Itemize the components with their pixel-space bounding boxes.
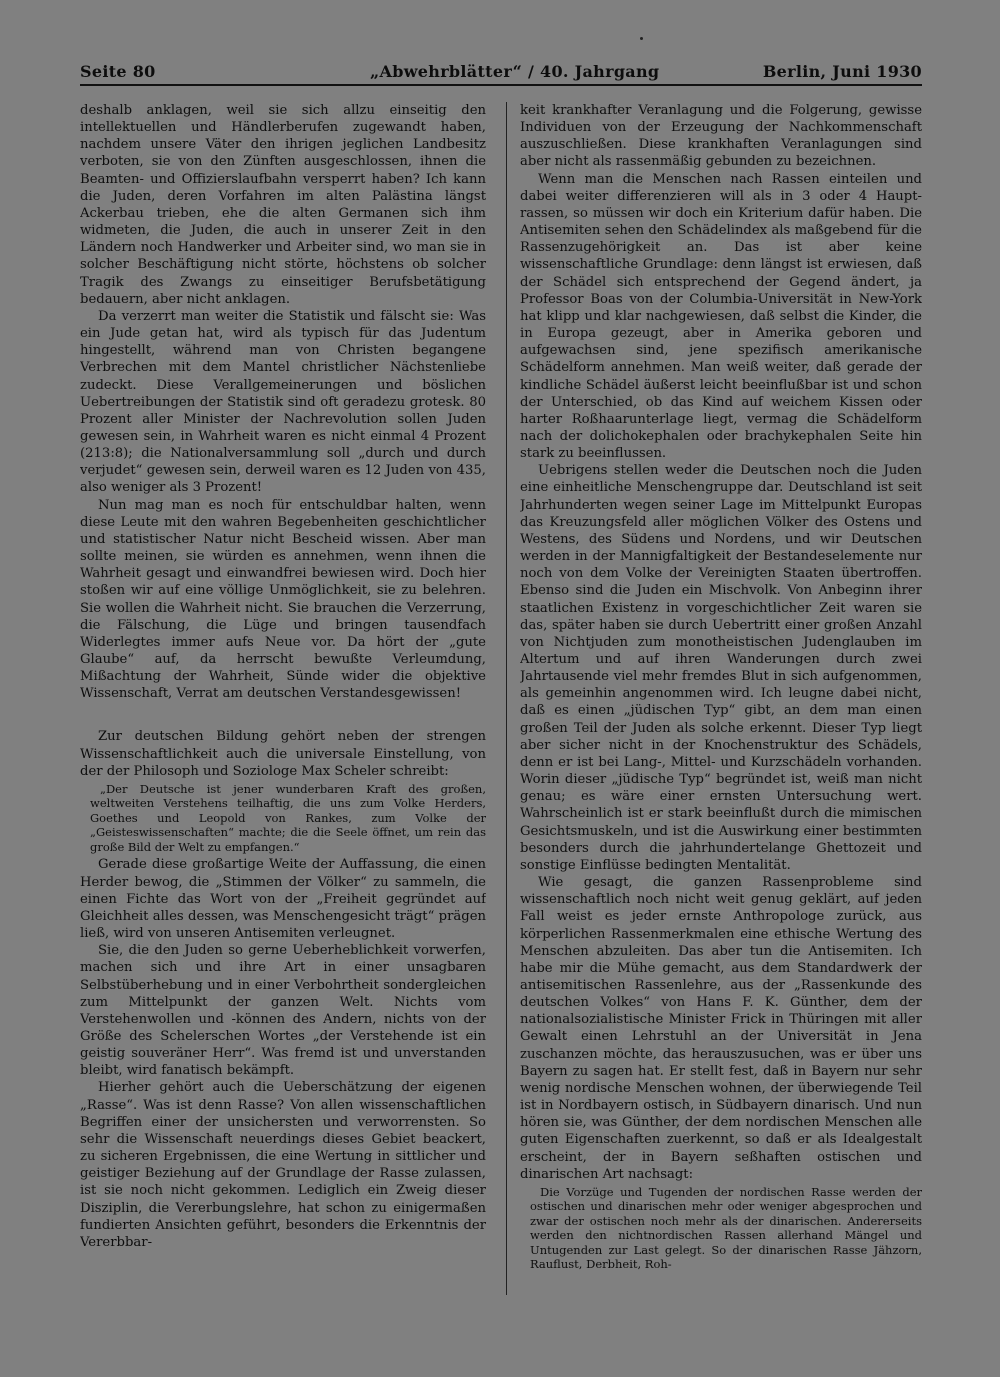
- left-column: [80, 102, 486, 1302]
- paragraph: Wenn man die Menschen nach Rassen einteilen und dabei weiter differenzieren will als in 3 oder 4 Haupt-rassen, so müssen wir doch ein Kriterium dafür haben. Die Antisemiten sehen den Schädelindex als maßgebend für die Rassenzugehörigkeit an. Das ist aber keine wissenschaftliche Grundlage: denn längst ist erwiesen, daß der Schädel sich entsprechend der Gegend ändert, ja Professor Boas von der Columbia-Universität in New-York hat klipp und klar nachgewiesen, daß selbst die Kinder, die in Europa gezeugt, aber in Amerika geboren und aufgewachsen sind, jene spezifisch amerikanische Schädelform annehmen. Man weiß weiter, daß gerade der kindliche Schädel äußerst leicht beeinflußbar ist und schon der Unterschied, ob das Kind auf weichem Kissen oder harter Roßhaarunterlage liegt, vermag die Schädelform nach der dolichokephalen oder brachykephalen Seite hin stark zu beeinflussen.: [520, 171, 922, 462]
- page-number: Seite 80: [80, 62, 156, 81]
- column-divider: [506, 102, 507, 1295]
- paragraph: Uebrigens stellen weder die Deutschen noch die Juden eine einheitliche Menschengruppe dar. Deutschland ist seit Jahrhunderten wegen seiner Lage im Mittelpunkt Europas das Kreuzungsfeld aller möglichen Völker des Ostens und Westens, des Südens und Nordens, und wir Deutschen werden in der Mannigfaltigkeit der Bestandeselemente nur noch von dem Volke der Vereinigten Staaten übertroffen. Ebenso sind die Juden ein Mischvolk. Von Anbeginn ihrer staatlichen Existenz in vorgeschichtlicher Zeit waren sie das, später haben sie durch Uebertritt einer großen Anzahl von Nichtjuden zum monotheistischen Judenglauben im Altertum und auf ihren Wanderungen durch zwei Jahrtausende viel mehr fremdes Blut in sich aufgenommen, als gemeinhin angenommen wird. Ich leugne dabei nicht, daß es einen „jüdischen Typ“ gibt, an dem man einen großen Teil der Juden als solche erkennt. Dieser Typ liegt aber sicher nicht in der Knochenstruktur des Schädels, denn er ist bei Lang-, Mittel- und Kurzschädeln vorhanden. Worin dieser „jüdische Typ“ begründet ist, weiß man nicht genau; es wäre einer ernsten Untersuchung wert. Wahrscheinlich ist er stark beeinflußt durch die mimischen Gesichtsmuskeln, und ist die Auswirkung einer bestimmten besonders durch die jahrhundertelange Ghettozeit und sonstige Einflüsse bedingten Mentalität.: [520, 463, 922, 873]
- paragraph: Sie, die den Juden so gerne Ueberheblichkeit vorwerfen, machen sich und ihre Art in einer unsagbaren Selbstüberhebung und in einer Verbohrtheit sondergleichen zum Mittelpunkt der ganzen Welt. Nichts vom Verstehenwollen und -können des Andern, nichts von der Größe des Schelerschen Wortes „der Verstehende ist ein geistig souveräner Herr“. Was fremd ist und unverstanden bleibt, wird fanatisch bekämpft.: [80, 943, 486, 1079]
- paragraph: Wie gesagt, die ganzen Rassenprobleme sind wissenschaftlich noch nicht weit genug geklärt, auf jeden Fall weist es jeder ernste Anthropologe zurück, aus körperlichen Rassenmerkmalen eine ethische Wertung des Menschen abzuleiten. Das aber tun die Antisemiten. Ich habe mir die Mühe gemacht, aus dem Standardwerk der antisemitischen Rassenlehre, aus der „Rassenkunde des deutschen Volkes“ von Hans F. K. Günther, dem der nationalsozialistische Minister Frick in Thüringen mit aller Gewalt einen Lehrstuhl an der Universität in Jena zuschanzen möchte, das herauszusuchen, was er über uns Bayern zu sagen hat. Er stellt fest, daß in Bayern nur sehr wenig nordische Menschen wohnen, der überwiegende Teil ist in Nordbayern ostisch, in Südbayern dinarisch. Und nun hören sie, was Günther, der dem nordischen Menschen alle guten Eigenschaften zuerkennt, so daß er als Idealgestalt erscheint, der in Bayern seßhaften ostischen und dinarischen Art nachsagt:: [520, 875, 922, 1182]
- paragraph: Zur deutschen Bildung gehört neben der strengen Wissenschaftlichkeit auch die universale Einstellung, von der der Philosoph und Soziologe Max Scheler schreibt:: [80, 729, 486, 779]
- paragraph: Da verzerrt man weiter die Statistik und fälscht sie: Was ein Jude getan hat, wird als typisch für das Judentum hingestellt, während man von Christen begangene Verbrechen mit dem Mantel christlicher Nächstenliebe zudeckt. Diese Verallgemeinerungen und böslichen Uebertreibungen der Statistik sind oft geradezu grotesk. 80 Prozent aller Minister der Nachrevolution sollen Juden gewesen sein, in Wahrheit waren es nicht einmal 4 Prozent (213:8); die Nationalversammlung soll „durch und durch verjudet“ gewesen sein, derweil waren es 12 Juden von 435, also weniger als 3 Prozent!: [80, 308, 486, 496]
- paragraph: keit krankhafter Veranlagung und die Folgerung, gewisse Individuen von der Erzeugung der Nachkommenschaft auszuschließen. Diese krankhaften Veranlagungen sind aber nicht als rassenmäßig gebunden zu bezeichnen.: [520, 103, 922, 170]
- scheler-quote: „Der Deutsche ist jener wunderbaren Kraft des großen, weltweiten Verstehens teilhaftig, die uns zum Volke Herders, Goethes und Leopold von Rankes, zum Volke der „Geisteswissenschaften“ machte; die die Seele öffnet, um rein das große Bild der Welt zu empfangen.“: [90, 781, 486, 854]
- paragraph: Gerade diese großartige Weite der Auffassung, die einen Herder bewog, die „Stimmen der Völker“ zu sammeln, die einen Fichte das Wort von der „Freiheit gegründet auf Gleichheit alles dessen, was Menschengesicht trägt“ prägen ließ, wird von unseren Antisemiten verleugnet.: [80, 857, 486, 942]
- publication-date: Berlin, Juni 1930: [762, 62, 922, 81]
- guenther-quote: Die Vorzüge und Tugenden der nordischen Rasse werden der ostischen und dinarischen mehr oder weniger abgesprochen und zwar der ostischen noch mehr als der dinarischen. Andererseits werden den nichtnordischen Rassen allerhand Mängel und Untugenden zur Last gelegt. So der dinarischen Rasse Jähzorn, Rauflust, Derbheit, Roh-: [530, 1184, 922, 1272]
- header-rule: [80, 84, 922, 86]
- page-header: [80, 58, 922, 84]
- publication-title: „Abwehrblätter“ / 40. Jahrgang: [370, 62, 660, 81]
- right-column: [520, 102, 922, 1302]
- ink-speck: [640, 37, 643, 40]
- paragraph: deshalb anklagen, weil sie sich allzu einseitig den intellektuellen und Händlerberufen zugewandt haben, nachdem unsere Väter den ihrigen jeglichen Landbesitz verboten, sie von den Zünften ausgeschlossen, ihnen die Beamten- und Offizierslaufbahn versperrt haben? Ich kann die Juden, deren Vorfahren im alten Palästina längst Ackerbau trieben, ehe die alten Germanen sich ihm widmeten, die Juden, die auch in unserer Zeit in den Ländern noch Handwerker und Arbeiter sind, wo man sie in solcher Beschäftigung nicht störte, höchstens ob solcher Tragik des Zwangs zu einseitiger Berufsbetätigung bedauern, aber nicht anklagen.: [80, 103, 486, 307]
- paragraph: Nun mag man es noch für entschuldbar halten, wenn diese Leute mit den wahren Begebenheiten geschichtlicher und statistischer Natur nicht Bescheid wissen. Aber man sollte meinen, sie würden es annehmen, wenn ihnen die Wahrheit gesagt und einwandfrei bewiesen wird. Doch hier stoßen wir auf eine völlige Unmöglichkeit, sie zu belehren. Sie wollen die Wahrheit nicht. Sie brauchen die Verzerrung, die Fälschung, die Lüge und bringen tausendfach Widerlegtes immer aufs Neue vor. Da hört der „gute Glaube“ auf, da herrscht bewußte Verleumdung, Mißachtung der Wahrheit, Sünde wider die objektive Wissenschaft, Verrat am deutschen Verstandesgewissen!: [80, 497, 486, 702]
- paragraph: Hierher gehört auch die Ueberschätzung der eigenen „Rasse“. Was ist denn Rasse? Von allen wissenschaftlichen Begriffen einer der unsichersten und verworrensten. So sehr die Wissenschaft neuerdings dieses Gebiet beackert, zu sicheren Ergebnissen, die eine Wertung in sittlicher und geistiger Beziehung auf der Grundlage der Rasse zulassen, ist sie noch nicht gekommen. Lediglich ein Zweig dieser Disziplin, die Vererbungslehre, hat schon zu einigermaßen fundierten Ansichten geführt, besonders die Erkenntnis der Vererbbar-: [80, 1080, 486, 1250]
